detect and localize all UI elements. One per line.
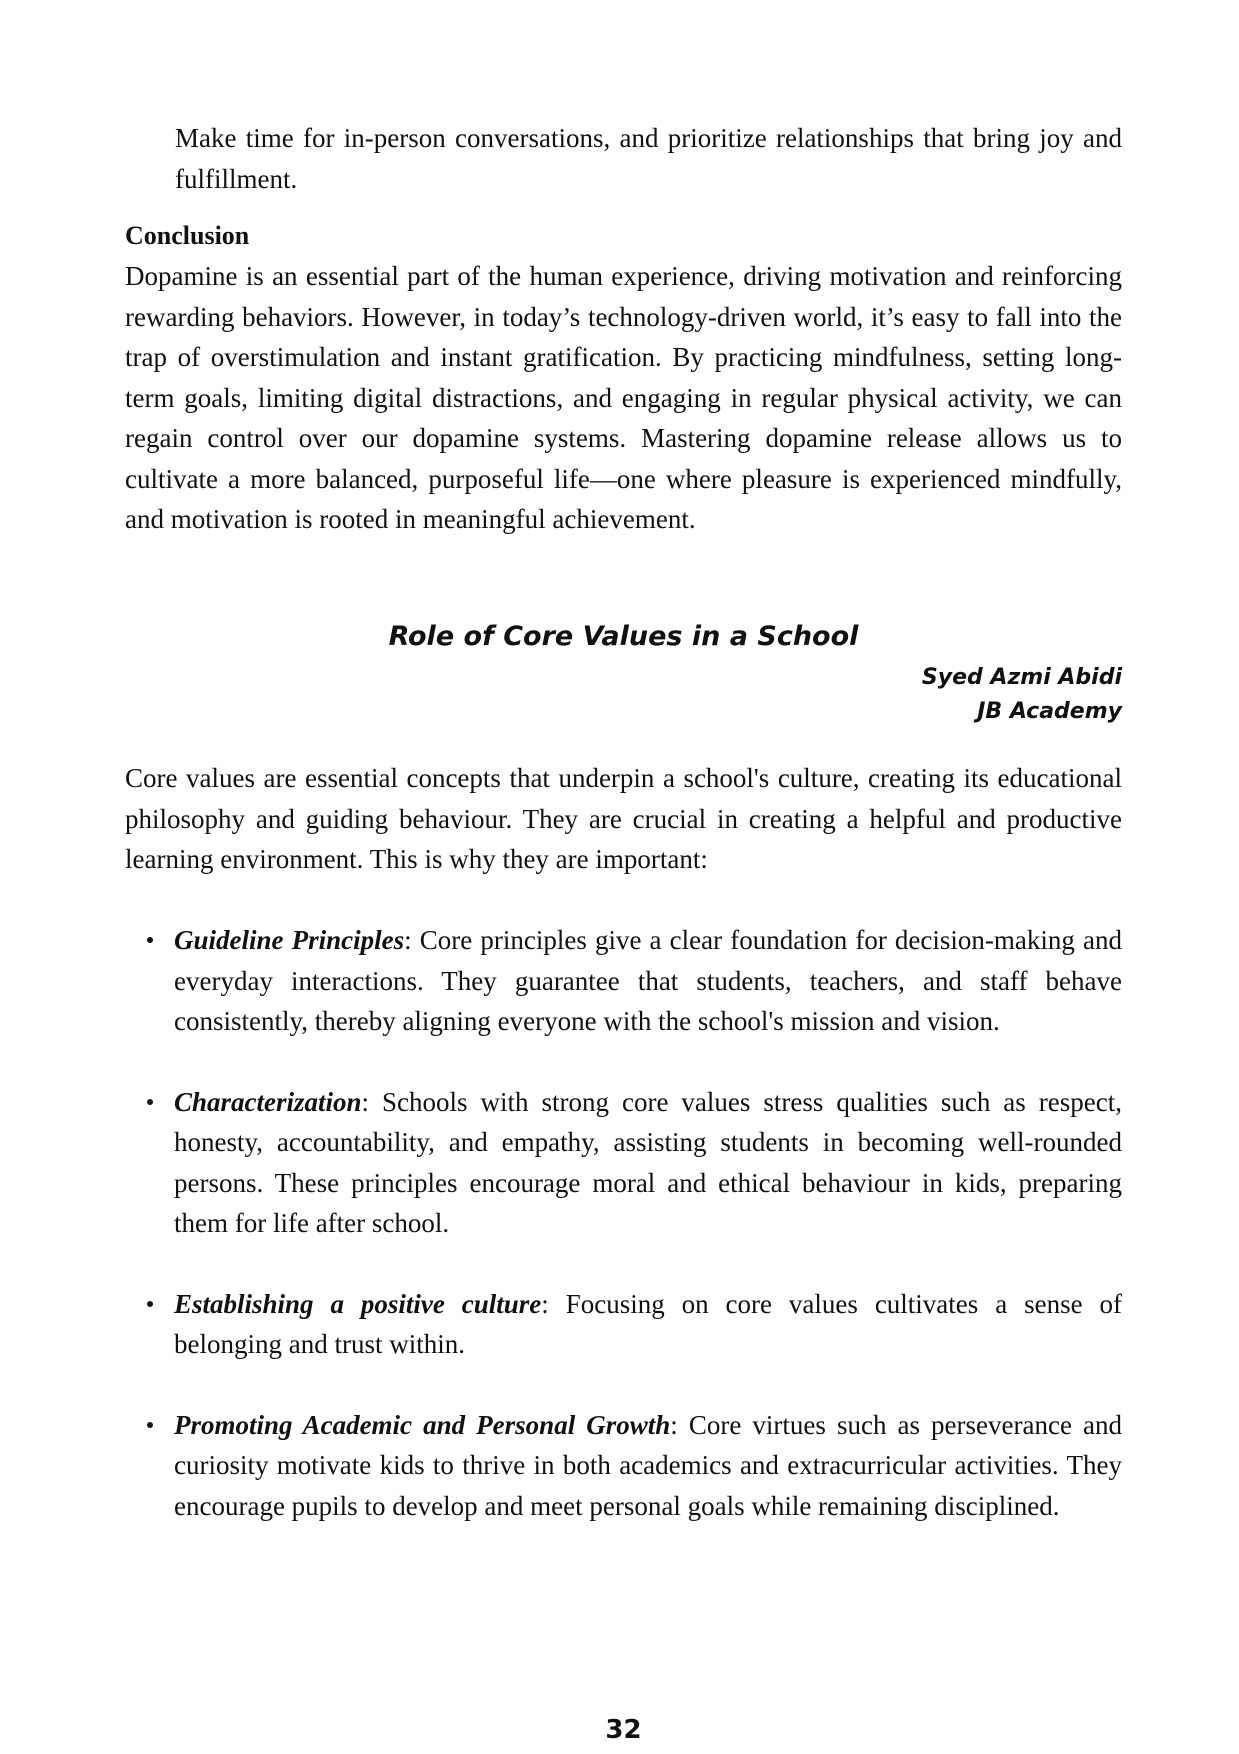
list-item-text: : Schools with strong core values stress qualities such as respect, honesty, accountability, and empathy, assisting students in becoming well-rounded persons. These principles encourage moral and ethical behaviour in kids, preparing them for life after school. bbox=[174, 1086, 1122, 1238]
conclusion-heading: Conclusion bbox=[125, 221, 250, 250]
list-item bbox=[125, 920, 1122, 1042]
list-item-text: : Core principles give a clear foundation for decision-making and everyday interactions. They guarantee that students, teachers, and staff behave consistently, thereby aligning everyone with the school's mission and vision. bbox=[174, 925, 1122, 1036]
bullet-icon bbox=[147, 937, 153, 943]
bullet-icon bbox=[147, 1099, 153, 1105]
author-name: Syed Azmi Abidi bbox=[921, 665, 1122, 690]
document-page bbox=[125, 0, 1122, 1754]
list-item-term: Characterization bbox=[174, 1086, 362, 1117]
continued-paragraph: Make time for in-person conversations, and prioritize relationships that bring joy and fulfillment. bbox=[175, 123, 1122, 194]
bullet-icon bbox=[147, 1301, 153, 1307]
page-number: 32 bbox=[605, 1715, 642, 1745]
list-item-term: Establishing a positive culture bbox=[174, 1288, 542, 1319]
conclusion-paragraph: Dopamine is an essential part of the human experience, driving motivation and reinforcing rewarding behaviors. However, in today’s technology-driven world, it’s easy to fall into the trap of overstimulation and instant gratification. By practicing mindfulness, setting long-term goals, limiting digital distractions, and engaging in regular physical activity, we can regain control over our dopamine systems. Mastering dopamine release allows us to cultivate a more balanced, purposeful life—one where pleasure is experienced mindfully, and motivation is rooted in meaningful achievement. bbox=[125, 261, 1122, 534]
article-intro: Core values are essential concepts that underpin a school's culture, creating its educational philosophy and guiding behaviour. They are crucial in creating a helpful and productive learning environment. This is why they are important: bbox=[125, 763, 1122, 874]
article-byline bbox=[125, 661, 1122, 729]
article-title: Role of Core Values in a School bbox=[388, 621, 859, 652]
list-item-text: : Core virtues such as perseverance and curiosity motivate kids to thrive in both academics and extracurricular activities. They encourage pupils to develop and meet personal goals while remaining disciplined. bbox=[174, 1409, 1122, 1521]
core-values-list bbox=[125, 920, 1122, 1566]
list-item-term: Guideline Principles bbox=[174, 925, 405, 955]
list-item bbox=[125, 1082, 1122, 1244]
author-institution: JB Academy bbox=[977, 699, 1122, 724]
list-item-text: : Focusing on core values cultivates a sense of belonging and trust within. bbox=[174, 1288, 1122, 1359]
bullet-icon bbox=[147, 1422, 153, 1428]
list-item bbox=[125, 1405, 1122, 1527]
list-item bbox=[125, 1284, 1122, 1365]
list-item-term: Promoting Academic and Personal Growth bbox=[174, 1409, 671, 1440]
